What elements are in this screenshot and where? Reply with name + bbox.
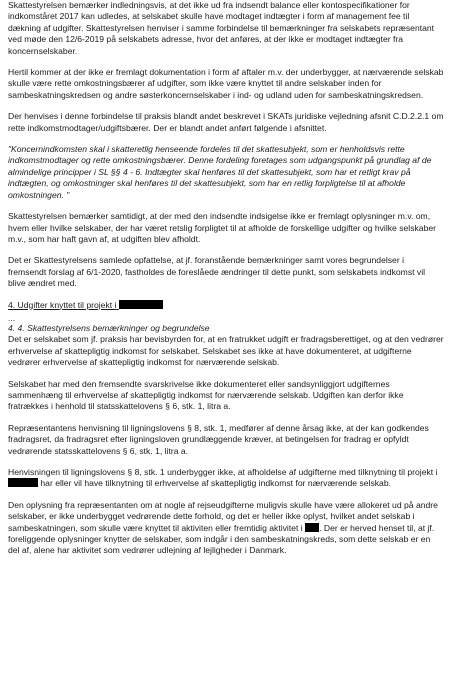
paragraph-burden-of-proof: Det er selskabet som jf. praksis har bevisbyrden for, at en fratrukket udgift er fradragsberettiget, og at den vedrører erhvervelse af skattepligtig indkomst for selskabet. Selskabet ses ikke at have dokumenteret, at udgifterne vedrører erhvervelse af skattepligtig indkomst for nærværende selskab. [8, 334, 444, 368]
section-heading-text: 4. Udgifter knyttet til projekt i [8, 299, 117, 310]
document-page [8, 0, 444, 567]
subsection-heading: 4. 4. Skattestyrelsens bemærkninger og begrundelse [8, 322, 210, 333]
redaction-block [305, 523, 319, 532]
redaction-block [8, 478, 38, 487]
paragraph-travel-expenses: Den oplysning fra repræsentanten om at nogle af rejseudgifterne muligvis skulle have være allokeret ud på andre selskaber, er ikke underbygget vedrørende dette forhold, og det er heller ikke oplyst, hvilket andet selskab i sambeskatningen, som skulle være knyttet til aktiviten eller fremtidig aktivitet i . Der er herved henset til, at jf. foreliggende oplysninger knytter de selskaber, som indgår i den sambeskatningskreds, som dette selskab er en del af, alene har aktivitet som vedrører udlejning af lejligheder i Danmark. [8, 499, 438, 556]
paragraph-documentation: Hertil kommer at der ikke er fremlagt dokumentation i form af aftaler m.v. der underbygger, at nærværende selskab skulle være rette omkostningsbærer af udgifter, som ikke være knyttet til andre selskaber inden for sambeskatningskredsen og andre søsterkoncernselskaber i ind- og udland uden for sambeskatningskredsen. [8, 67, 444, 100]
paragraph-intro: Skattestyrelsen bemærker indledningsvis, at det ikke ud fra indsendt balance eller kontospecifikationer for indkomståret 2017 kan udledes, at selskabet skulle have modtaget indtægter i form af management fee til dækning af udgifter. Skattestyrelsen henviser i samme forbindelse til bemærkninger fra selskabets repræsentant ved møde den 12/6-2019 på selskabets adresse, hvor det anføres, at der ikke er modtaget indtægter fra koncernselskaber. [8, 0, 435, 56]
section-heading [8, 300, 444, 311]
paragraph-representative: Repræsentantens henvisning til ligningslovens § 8, stk. 1, medfører af denne årsag ikke, at der kan godkendes fradragsret, da fradragsret efter ligningsloven grundlæggende kræver, at betingelsen for fradrag er opfyldt vedrørende statsskattelovens § 6, stk. 1, litra a. [8, 422, 429, 456]
paragraph-remarks: Skattestyrelsen bemærker samtidigt, at der med den indsendte indsigelse ikke er fremlagt oplysninger m.v. om, hvem eller hvilke selskaber, der har været retslig forpligtet til at afholde de forskellige udgifter og hvilke selskaber m.v., som har haft gavn af, at udgiften blev afholdt. [8, 211, 436, 244]
paragraph-ligningsloven: Henvisningen til ligningslovens § 8, stk. 1 underbygger ikke, at afholdelse af udgifterne med tilknytning til projekt i har eller vil have tilknytning til erhvervelse af skattepligtig indkomst for nærværende selskab. [8, 467, 438, 489]
paragraph-conclusion: Det er Skattestyrelsens samlede opfattelse, at jf. foranstående bemærkninger samt vores begrundelser i fremsendt forslag af 6/1-2020, fastholdes de foreslåede ændringer til dette punkt, som selskabets indkomst vil blive ændret med. [8, 255, 426, 289]
paragraph-reference: Der henvises i denne forbindelse til praksis blandt andet beskrevet i SKATs juridiske vejledning afsnit C.D.2.2.1 om rette indkomstmodtager/udgiftsbærer. Der er blandt andet anført følgende i afsnittet. [8, 111, 444, 133]
ellipsis: ... [8, 312, 16, 323]
paragraph-not-documented: Selskabet har med den fremsendte svarskrivelse ikke dokumenteret eller sandsynliggjort udgifternes sammenhæng til erhvervelse af skattepligtig indkomst for nærværende selskab. Udgiften kan derfor ikke fratrækkes i henhold til statsskattelovens § 6, stk. 1, litra a. [8, 378, 404, 412]
quoted-guidance: "Koncernindkomsten skal i skatteretlig henseende fordeles til det skattesubjekt, som er henholdsvis rette indkomstmodtager og rette omkostningsbærer. Denne fordeling foretages som udgangspunkt på grundlag af de almindelige principper i SL §§ 4 - 6. Indtægter skal henføres til det skattesubjekt, som har et retligt krav på indtægten, og omkostninger skal henføres til det skattesubjekt, som har en retlig forpligtelse til at afholde omkostningen. " [8, 144, 432, 200]
redaction-block [119, 300, 163, 309]
